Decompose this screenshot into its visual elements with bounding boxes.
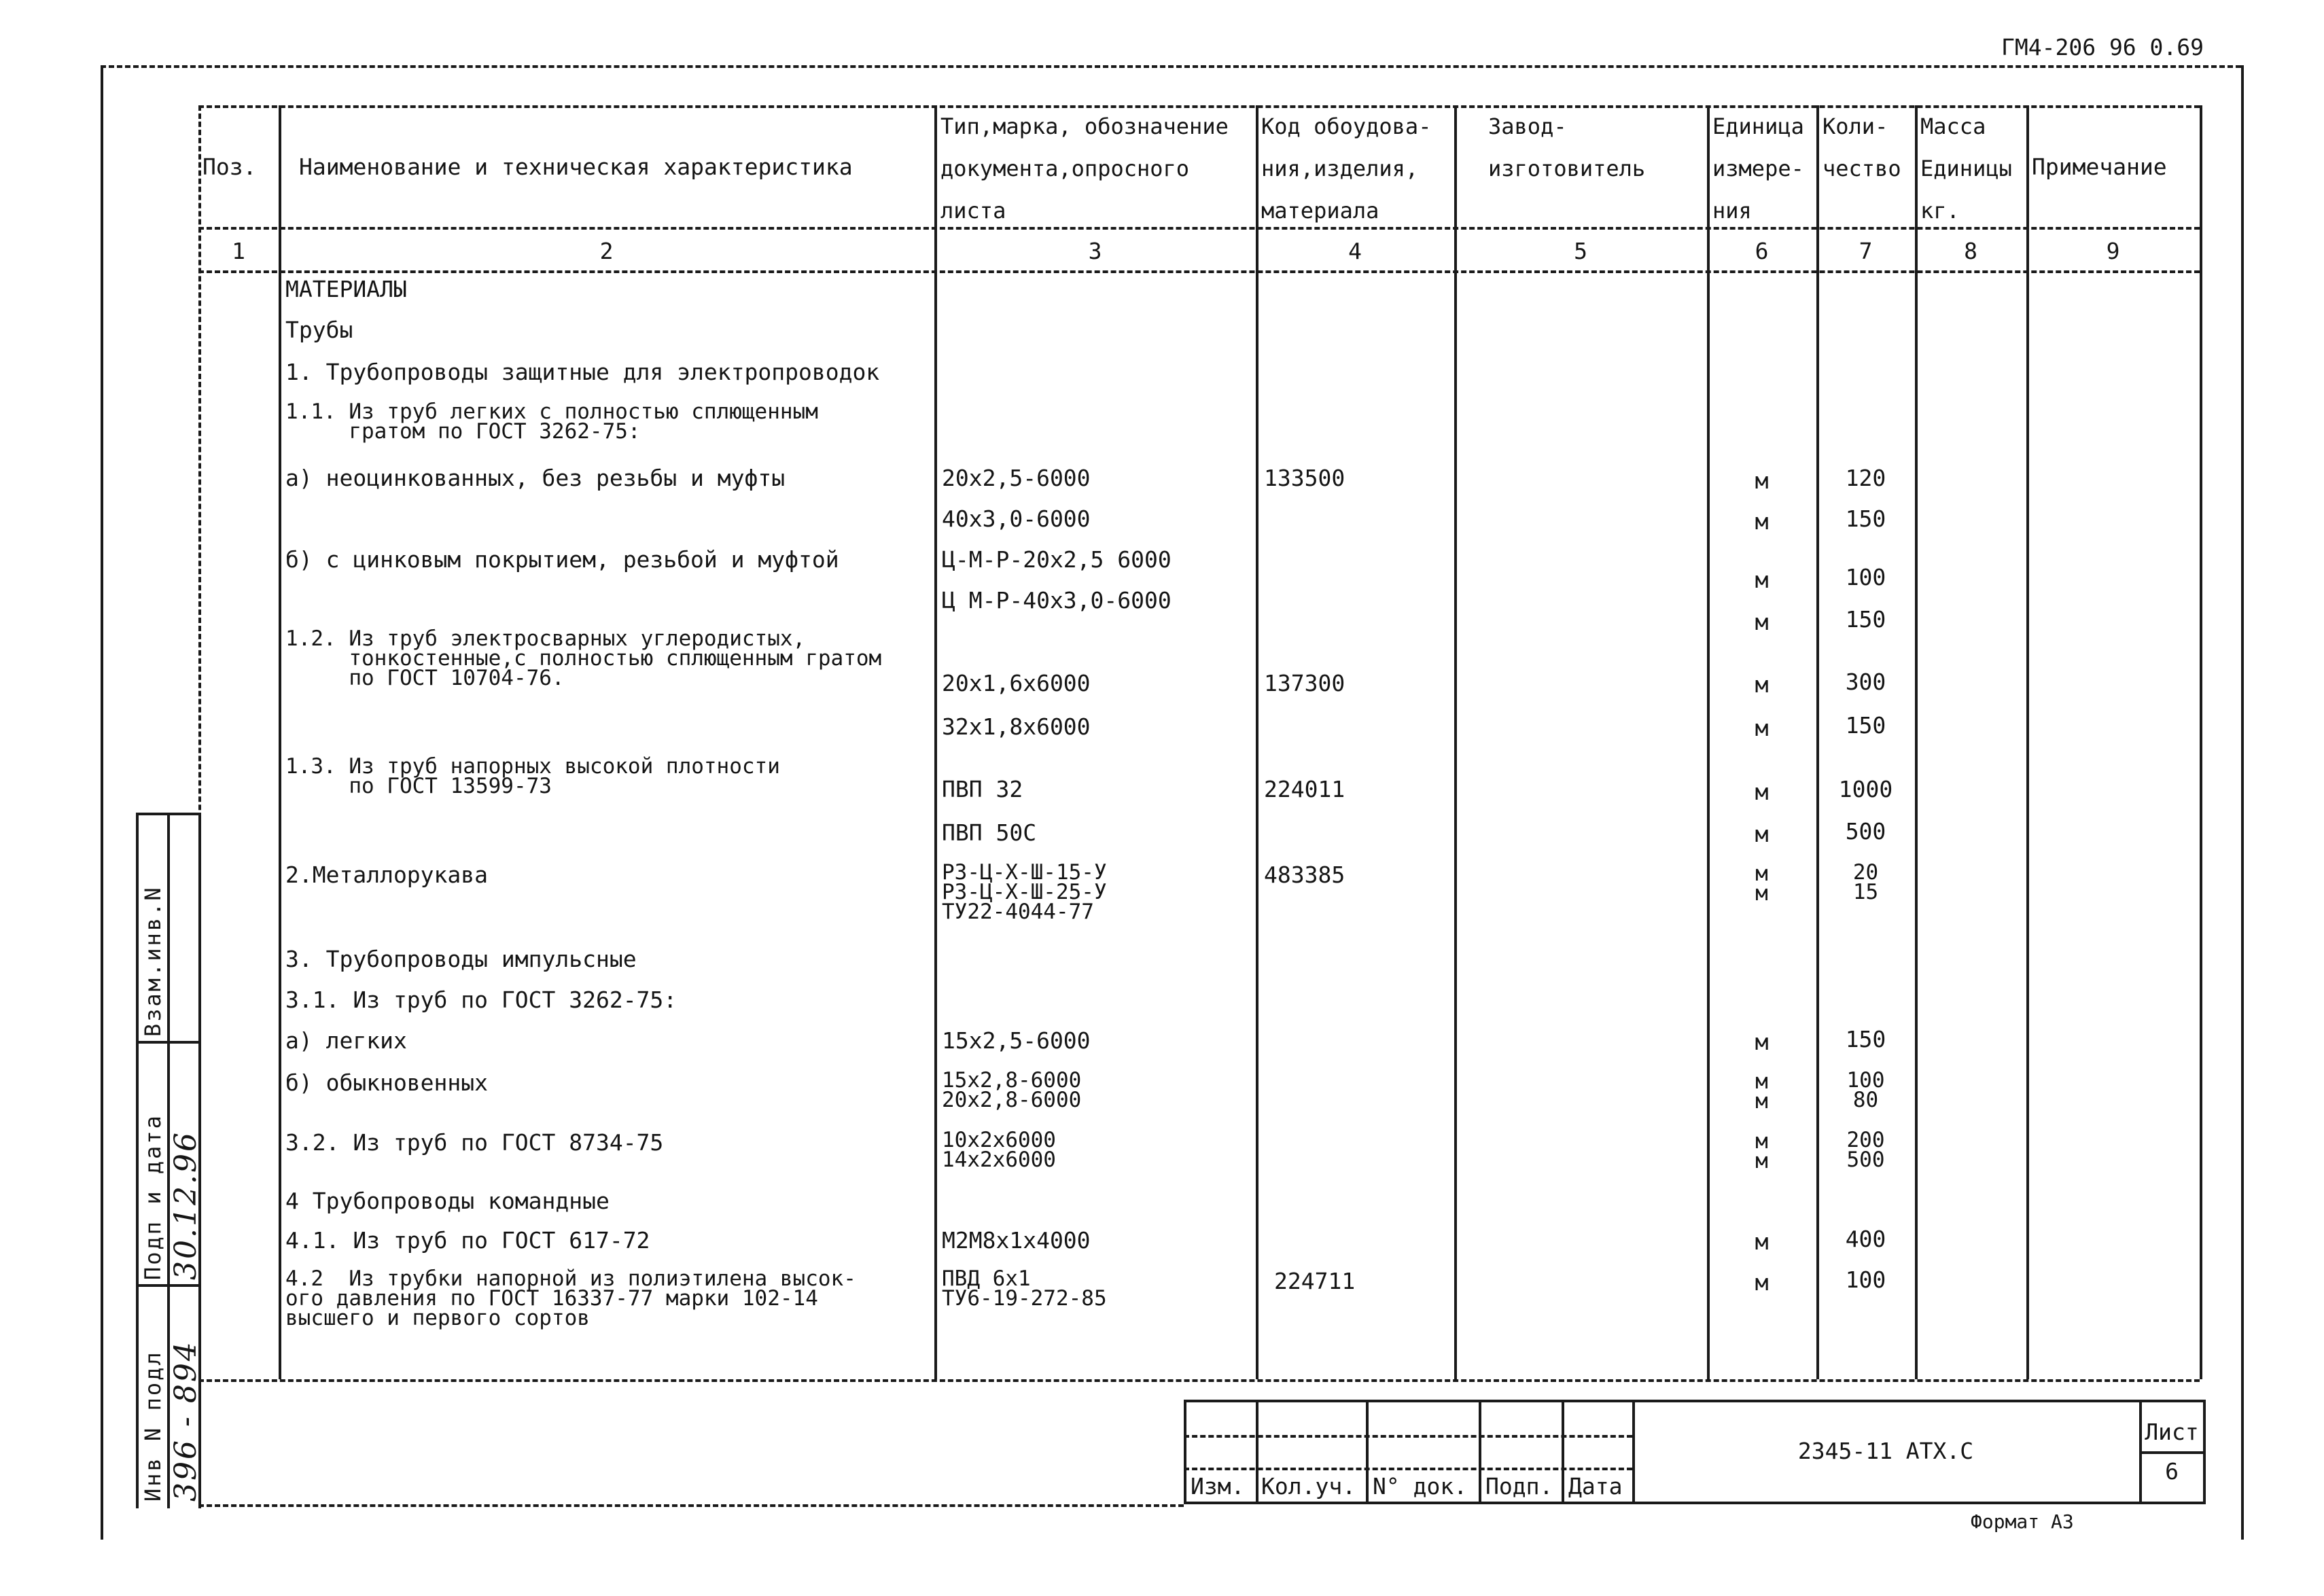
format-label: Формат А3 — [1971, 1510, 2074, 1533]
stamp-left — [1184, 1400, 1186, 1504]
header-unit: Единица измере- ния — [1712, 113, 1804, 224]
stamp-label-date: Дата — [1568, 1473, 1623, 1500]
row-unit: м — [1755, 1029, 1769, 1055]
col-line-5 — [1454, 105, 1457, 1379]
row-type: ПВД 6х1 ТУ6-19-272-85 — [942, 1266, 1107, 1311]
row-type: Ц М-Р-40х3,0-6000 — [942, 587, 1172, 614]
row-unit: м — [1755, 609, 1769, 635]
row-name: 2.Металлорукава — [285, 862, 489, 888]
side-strip-div1 — [136, 1041, 198, 1044]
row-unit: м м — [1755, 1129, 1768, 1173]
stamp-sheet-div — [2139, 1451, 2203, 1454]
row-quantity: 1000 — [1838, 776, 1893, 802]
row-unit: м м — [1755, 862, 1768, 906]
side-strip-top — [136, 813, 198, 815]
row-name: 1.1. Из труб легких с полностью сплющенным гратом по ГОСТ 3262-75: — [285, 400, 818, 444]
row-type: 20х2,5-6000 — [942, 465, 1091, 491]
stamp-h2 — [1184, 1468, 1632, 1470]
side-strip-left — [136, 813, 139, 1508]
row-unit: м — [1755, 508, 1769, 535]
row-quantity: 100 — [1845, 564, 1886, 590]
table-bottom-line — [198, 1379, 2200, 1382]
row-name: 1. Трубопроводы защитные для электропроводок — [285, 359, 880, 385]
row-name: а) легких — [285, 1027, 407, 1054]
stamp-sheet-label: Лист — [2145, 1419, 2199, 1445]
row-name: 3.1. Из труб по ГОСТ 3262-75: — [285, 987, 677, 1013]
row-quantity: 200 500 — [1846, 1128, 1885, 1172]
row-quantity: 150 — [1845, 506, 1886, 532]
row-name: 1.3. Из труб напорных высокой плотности по ГОСТ 13599-73 — [285, 754, 780, 798]
stamp-v4 — [1562, 1400, 1564, 1504]
side-handwritten-date: 30.12.96 — [169, 1131, 203, 1280]
colnum-7: 7 — [1859, 238, 1873, 264]
col-line-6 — [1707, 105, 1710, 1379]
row-type: 15х2,8-6000 20х2,8-6000 — [942, 1068, 1082, 1112]
header-manufacturer: Завод- изготовитель — [1488, 113, 1646, 181]
colnum-6: 6 — [1755, 238, 1769, 264]
side-label-inv: Инв N подл — [140, 1350, 166, 1502]
colnum-5: 5 — [1574, 238, 1587, 264]
row-name: 1.2. Из труб электросварных углеродистых, тонкостенные,с полностью сплющенным гратом по ГОСТ 10704-76. — [285, 626, 882, 690]
table-right-line — [2200, 105, 2202, 1379]
row-quantity: 150 — [1845, 1026, 1886, 1052]
stamp-h1 — [1184, 1435, 1632, 1438]
row-type: Ц-М-Р-20х2,5 6000 — [942, 546, 1172, 573]
frame-right-line — [2241, 65, 2244, 1540]
side-label-sign: Подп и дата — [140, 1114, 166, 1280]
col-line-2 — [279, 105, 281, 1379]
stamp-label-kol: Кол.уч. — [1261, 1473, 1356, 1500]
row-quantity: 120 — [1845, 465, 1886, 491]
row-type: Р3-Ц-Х-Ш-15-У Р3-Ц-Х-Ш-25-У ТУ22-4044-77 — [942, 860, 1107, 924]
row-quantity: 300 — [1845, 669, 1886, 695]
col-line-8 — [1915, 105, 1918, 1379]
row-unit: м — [1755, 671, 1769, 698]
col-line-7 — [1816, 105, 1819, 1379]
row-name: 4.2 Из трубки напорной из полиэтилена высок- ого давления по ГОСТ 16337-77 марки 102-14 высшего и первого сортов — [285, 1266, 856, 1330]
row-unit: м — [1755, 779, 1769, 805]
colnum-1: 1 — [232, 238, 245, 264]
side-handwritten-number: 396 - 894 — [169, 1340, 203, 1502]
stamp-label-izm: Изм. — [1191, 1473, 1245, 1500]
row-type: ПВП 32 — [942, 776, 1023, 802]
row-type: 20х1,6х6000 — [942, 670, 1091, 696]
col-line-9 — [2026, 105, 2029, 1379]
row-name: б) обыкновенных — [285, 1069, 489, 1096]
bottom-frame-line — [198, 1504, 1184, 1507]
row-code: 224011 — [1264, 776, 1345, 802]
colnum-2: 2 — [599, 238, 614, 264]
header-mass: Масса Единицы кг. — [1920, 113, 2012, 224]
row-code: 137300 — [1264, 670, 1345, 696]
colnum-bottom-line — [198, 270, 2200, 273]
col-line-3 — [934, 105, 937, 1379]
stamp-bottom — [1184, 1502, 2203, 1504]
col-line-4 — [1256, 105, 1258, 1379]
side-label-replace: Взам.инв.N — [140, 885, 166, 1037]
row-type: 10х2х6000 14х2х6000 — [942, 1128, 1056, 1172]
row-quantity: 100 80 — [1846, 1068, 1885, 1112]
stamp-v1 — [1256, 1400, 1258, 1504]
row-quantity: 150 — [1845, 606, 1886, 633]
row-name: Трубы — [285, 317, 353, 343]
header-quantity: Коли- чество — [1823, 113, 1901, 181]
row-code: 133500 — [1264, 465, 1345, 491]
stamp-v2 — [1366, 1400, 1369, 1504]
row-unit: м — [1755, 821, 1769, 847]
frame-top-line — [101, 65, 2241, 68]
header-pos: Поз. — [203, 154, 257, 180]
side-strip-div2 — [136, 1284, 198, 1287]
header-note: Примечание — [2032, 154, 2167, 180]
row-name: б) с цинковым покрытием, резьбой и муфтой — [285, 546, 839, 573]
row-quantity: 100 — [1845, 1266, 1886, 1293]
colnum-3: 3 — [1088, 238, 1102, 264]
colnum-4: 4 — [1348, 238, 1362, 264]
row-unit: м — [1755, 1269, 1769, 1296]
row-unit: м — [1755, 1228, 1769, 1255]
stamp-sheet-number: 6 — [2165, 1458, 2179, 1485]
header-name: Наименование и техническая характеристика — [299, 154, 853, 180]
row-name: а) неоцинкованных, без резьбы и муфты — [285, 465, 786, 491]
row-quantity: 400 — [1845, 1226, 1886, 1252]
row-code: 224711 — [1274, 1268, 1356, 1294]
row-unit: м — [1755, 567, 1769, 593]
row-quantity: 500 — [1845, 818, 1886, 845]
row-name: МАТЕРИАЛЫ — [285, 276, 407, 302]
stamp-right — [2203, 1400, 2206, 1504]
row-type: 32х1,8х6000 — [942, 713, 1091, 740]
header-code: Код обоудова- ния,изделия, материала — [1261, 113, 1432, 224]
stamp-v3 — [1479, 1400, 1481, 1504]
row-unit: м — [1755, 715, 1769, 741]
colnum-8: 8 — [1964, 238, 1977, 264]
document-code: ГМ4-206 96 0.69 — [2001, 34, 2204, 60]
stamp-top — [1184, 1400, 2203, 1402]
header-type: Тип,марка, обозначение документа,опросного листа — [940, 113, 1229, 224]
frame-left-line — [101, 65, 103, 1540]
row-name: 3. Трубопроводы импульсные — [285, 946, 637, 972]
row-type: 40х3,0-6000 — [942, 506, 1091, 532]
stamp-label-sign: Подп. — [1485, 1473, 1553, 1500]
row-name: 4 Трубопроводы командные — [285, 1188, 610, 1214]
row-unit: м — [1755, 467, 1769, 494]
stamp-label-doc: N° док. — [1373, 1473, 1468, 1500]
row-quantity: 20 15 — [1852, 860, 1879, 904]
row-code: 483385 — [1264, 862, 1345, 888]
stamp-doc-number: 2345-11 АТХ.С — [1797, 1438, 1974, 1464]
colnum-9: 9 — [2106, 238, 2120, 264]
row-name: 4.1. Из труб по ГОСТ 617-72 — [285, 1227, 650, 1254]
row-name: 3.2. Из труб по ГОСТ 8734-75 — [285, 1129, 664, 1156]
row-quantity: 150 — [1845, 712, 1886, 739]
row-type: М2М8х1х4000 — [942, 1227, 1091, 1254]
row-unit: м м — [1755, 1069, 1768, 1114]
row-type: 15х2,5-6000 — [942, 1027, 1091, 1054]
row-type: ПВП 50С — [942, 819, 1037, 846]
